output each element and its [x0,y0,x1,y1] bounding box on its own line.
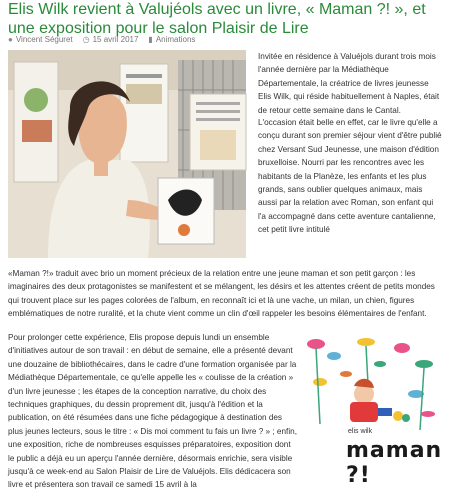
book-author-label: elis wilk [348,428,373,435]
article-photo [8,50,246,258]
paragraph-1: Invitée en résidence à Valuéjols durant trois mois l'année dernière par la Médiathèque Départementale, la créatrice de livres jeunesse Elis Wilk, qui réside habituellement à Naples, était de retour cette semaine dans le Cantal. [258,52,440,115]
meta-author[interactable] [8,35,73,44]
article-title[interactable]: Elis Wilk revient à Valujéols avec un livre, « Maman ?! », et une exposition pour le salon Plaisir de Lire [8,1,426,37]
meta-date [83,35,139,44]
folder-icon: ▮ [148,35,153,44]
book-title-label: maman ?! [346,438,443,488]
user-icon: ● [8,35,13,44]
category-link[interactable]: Animations [155,35,196,44]
author-name[interactable]: Vincent Séguret [15,35,73,44]
post-meta [8,35,195,44]
book-cover-image [306,334,443,488]
paragraph-3: «Maman ?!» traduit avec brio un moment précieux de la relation entre une jeune maman et son petit garçon : les imaginaires des deux protagonistes se manifestent et se mélangent, les désirs et les attentes créent de petits mondes qui trouvent place sur les pages colorées de l'album, en reconnaît ici et là une vache, un milan, un chien, figures emblématiques de notre ruralité, et la chute vient comme un clin d'œil rappeler les besoins élémentaires de l'enfant. [8,269,435,319]
clock-icon: ◷ [82,35,90,44]
paragraph-2: L'occasion était belle en effet, car le livre qu'elle a conçu durant son premier séjour vient d'être publié chez Versant Sud Jeunesse, une maison d'édition bruxelloise. Nourri par les rencontres avec les habitants de la Planèze, les enfants et les plus grands, sans oublier quelques animaux, mais aussi par la relation avec Roman, son enfant qui l'a accompagné dans cette aventure cantalienne, cet petit livre intitulé [258,118,442,235]
paragraph-4: Pour prolonger cette expérience, Elis propose depuis lundi un ensemble d'initiatives autour de son travail : en début de semaine, elle a présenté devant une douzaine de bibliothécaires, dans le cadre d'une formation organisée par la Médiathèque Départementale, ce qu'elle appelle les « coulisse de la création » d'un livre jeunesse ; les étapes de la conception narrative, du choix des techniques graphiques, du dessin proprement dit, jusqu'à l'édition et la publication, on été résumées dans une fiche pédagogique à destination des plus jeunes lecteurs, sous le titre : « Dis moi comment tu fais un livre ? » ; enfin, une exposition, riche de nombreuses esquisses préparatoires, exposition dont le public a déjà eu un aperçu l'année dernière, désormais enrichie, sera visible jusqu'à ce week-end au Salon Plaisir de Lire de Valuéjols. Elis dédicacera son livre et présentera son travail ce samedi 15 avril à la [8,333,297,490]
meta-category[interactable] [148,35,195,44]
post-date: 15 avril 2017 [92,35,139,44]
photo-illustration [8,50,246,258]
